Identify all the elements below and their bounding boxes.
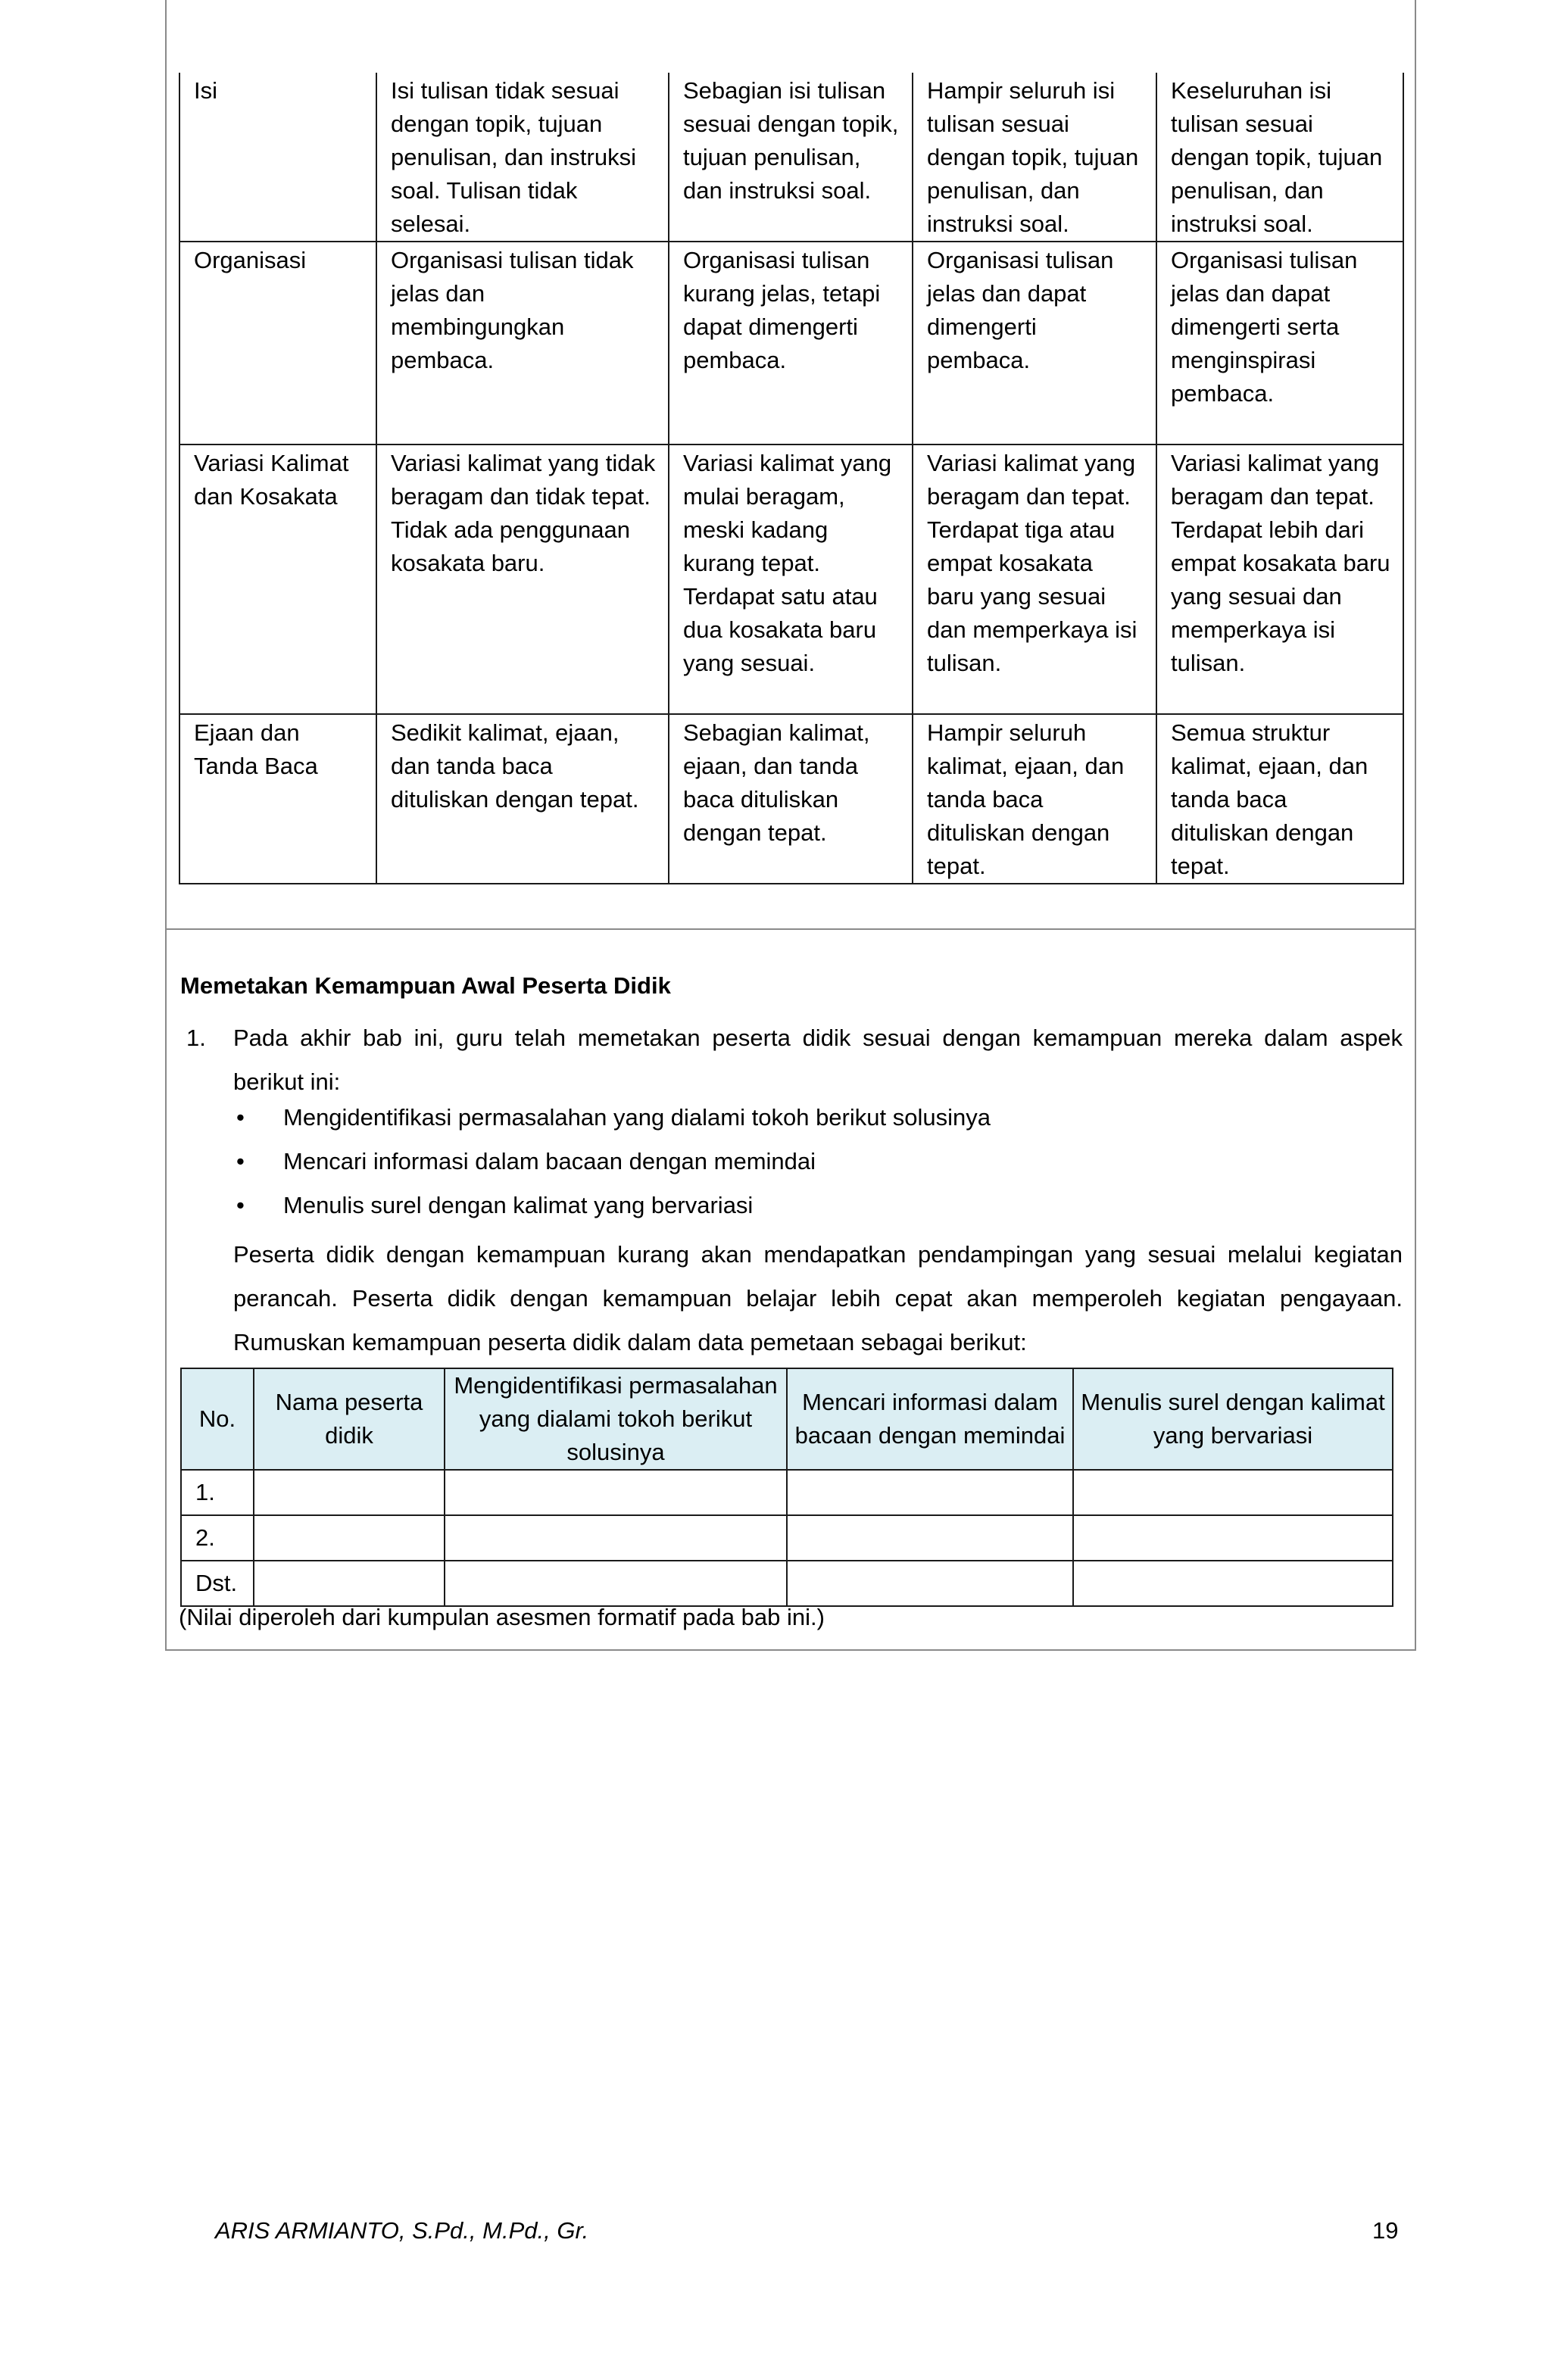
table-cell: [787, 1470, 1073, 1515]
table-cell: [787, 1515, 1073, 1561]
bullet-icon: •: [236, 1104, 245, 1131]
mapping-header: No.: [181, 1368, 254, 1470]
table-cell: [254, 1515, 445, 1561]
page-number: 19: [1372, 2217, 1399, 2244]
rubric-cell: Sebagian isi tulisan sesuai dengan topik, tujuan penulisan, dan instruksi soal.: [669, 73, 913, 242]
section-divider: [165, 928, 1416, 930]
rubric-row-organisasi: [179, 242, 1403, 444]
rubric-cell: Organisasi tulisan jelas dan dapat dimengerti serta menginspirasi pembaca.: [1156, 242, 1403, 444]
rubric-cell: Hampir seluruh kalimat, ejaan, dan tanda baca dituliskan dengan tepat.: [913, 714, 1156, 884]
rubric-criterion: Ejaan dan Tanda Baca: [179, 714, 376, 884]
section-title: Memetakan Kemampuan Awal Peserta Didik: [180, 972, 671, 999]
table-cell: [254, 1561, 445, 1606]
table-row: [181, 1515, 1393, 1561]
bullet-icon: •: [236, 1192, 245, 1218]
rubric-row-ejaan: [179, 714, 1403, 884]
table-cell: [1073, 1515, 1393, 1561]
table-cell: [254, 1470, 445, 1515]
bullet-text: Menulis surel dengan kalimat yang bervariasi: [283, 1192, 754, 1218]
instruction-paragraph: Peserta didik dengan kemampuan kurang akan mendapatkan pendampingan yang sesuai melalui kegiatan perancah. Peserta didik dengan kemampuan belajar lebih cepat akan memperoleh kegiatan pengayaan. Rumuskan kemampuan peserta didik dalam data pemetaan sebagai berikut:: [233, 1241, 1403, 1355]
rubric-criterion: Isi: [179, 73, 376, 242]
bullet-icon: •: [236, 1148, 245, 1174]
row-number: 2.: [181, 1515, 254, 1561]
rubric-row-isi: [179, 73, 1403, 242]
rubric-cell: Variasi kalimat yang beragam dan tepat. Terdapat tiga atau empat kosakata baru yang sesuai dan memperkaya isi tulisan.: [913, 444, 1156, 714]
table-row: [181, 1470, 1393, 1515]
rubric-cell: Sedikit kalimat, ejaan, dan tanda baca dituliskan dengan tepat.: [376, 714, 669, 884]
rubric-cell: Variasi kalimat yang beragam dan tepat. Terdapat lebih dari empat kosakata baru yang sesuai dan memperkaya isi tulisan.: [1156, 444, 1403, 714]
rubric-cell: Hampir seluruh isi tulisan sesuai dengan topik, tujuan penulisan, dan instruksi soal.: [913, 73, 1156, 242]
row-number: Dst.: [181, 1561, 254, 1606]
table-cell: [1073, 1561, 1393, 1606]
mapping-header: Mencari informasi dalam bacaan dengan memindai: [787, 1368, 1073, 1470]
bullet-text: Mengidentifikasi permasalahan yang dialami tokoh berikut solusinya: [283, 1104, 991, 1131]
rubric-table: [179, 73, 1404, 884]
rubric-cell: Variasi kalimat yang tidak beragam dan tidak tepat. Tidak ada penggunaan kosakata baru.: [376, 444, 669, 714]
mapping-header: Nama peserta didik: [254, 1368, 445, 1470]
row-number: 1.: [181, 1470, 254, 1515]
rubric-criterion: Variasi Kalimat dan Kosakata: [179, 444, 376, 714]
table-cell: [787, 1561, 1073, 1606]
table-row: [181, 1561, 1393, 1606]
rubric-cell: Organisasi tulisan jelas dan dapat dimengerti pembaca.: [913, 242, 1156, 444]
mapping-table: [180, 1368, 1393, 1607]
item-1: [186, 1016, 1403, 1104]
mapping-header: Mengidentifikasi permasalahan yang dialami tokoh berikut solusinya: [445, 1368, 787, 1470]
table-cell: [1073, 1470, 1393, 1515]
rubric-criterion: Organisasi: [179, 242, 376, 444]
rubric-cell: Semua struktur kalimat, ejaan, dan tanda baca dituliskan dengan tepat.: [1156, 714, 1403, 884]
rubric-cell: Sebagian kalimat, ejaan, dan tanda baca dituliskan dengan tepat.: [669, 714, 913, 884]
rubric-cell: Organisasi tulisan kurang jelas, tetapi dapat dimengerti pembaca.: [669, 242, 913, 444]
rubric-row-variasi: [179, 444, 1403, 714]
item-number: 1.: [186, 1025, 206, 1051]
rubric-cell: Keseluruhan isi tulisan sesuai dengan topik, tujuan penulisan, dan instruksi soal.: [1156, 73, 1403, 242]
footer-author: ARIS ARMIANTO, S.Pd., M.Pd., Gr.: [215, 2217, 589, 2244]
note-text: (Nilai diperoleh dari kumpulan asesmen formatif pada bab ini.): [179, 1604, 825, 1630]
mapping-header-row: [181, 1368, 1393, 1470]
item-intro: Pada akhir bab ini, guru telah memetakan peserta didik sesuai dengan kemampuan mereka dalam aspek berikut ini:: [233, 1025, 1403, 1095]
bullet-text: Mencari informasi dalam bacaan dengan memindai: [283, 1148, 816, 1174]
table-cell: [445, 1561, 787, 1606]
mapping-header: Menulis surel dengan kalimat yang bervariasi: [1073, 1368, 1393, 1470]
table-cell: [445, 1515, 787, 1561]
rubric-cell: Variasi kalimat yang mulai beragam, meski kadang kurang tepat. Terdapat satu atau dua kosakata baru yang sesuai.: [669, 444, 913, 714]
table-cell: [445, 1470, 787, 1515]
rubric-cell: Organisasi tulisan tidak jelas dan membingungkan pembaca.: [376, 242, 669, 444]
rubric-cell: Isi tulisan tidak sesuai dengan topik, tujuan penulisan, dan instruksi soal. Tulisan tidak selesai.: [376, 73, 669, 242]
